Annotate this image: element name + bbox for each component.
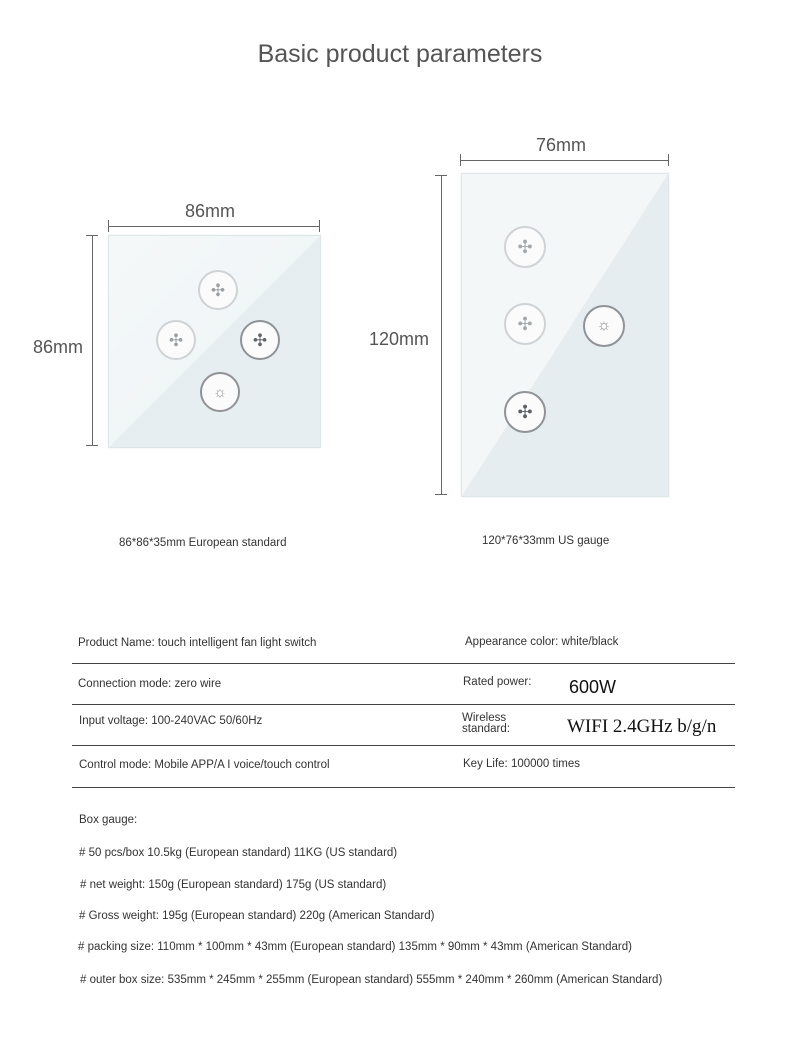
eu-caption: 86*86*35mm European standard xyxy=(119,537,287,549)
spec-input-voltage: Input voltage: 100-240VAC 50/60Hz xyxy=(79,715,263,727)
spec-wireless-label-line1: Wireless xyxy=(462,712,507,724)
us-switch-panel xyxy=(461,173,669,497)
fan-icon: ✣ xyxy=(517,237,533,257)
bulb-icon: ☼ xyxy=(596,317,612,334)
eu-fan-speed-button-top[interactable] xyxy=(198,270,238,310)
table-divider xyxy=(72,663,735,664)
spec-connection-mode: Connection mode: zero wire xyxy=(78,678,222,690)
fan-icon: ✣ xyxy=(517,402,533,422)
us-width-tick-right xyxy=(668,154,669,166)
eu-switch-panel xyxy=(108,235,321,448)
box-gauge-heading: Box gauge: xyxy=(79,814,138,826)
spec-product-name: Product Name: touch intelligent fan light switch xyxy=(78,637,317,649)
us-fan-speed-button-top[interactable] xyxy=(504,226,546,268)
table-divider xyxy=(72,787,735,788)
page-title: Basic product parameters xyxy=(257,40,543,68)
us-width-label: 76mm xyxy=(536,135,587,155)
table-divider xyxy=(72,745,735,746)
box-gauge-line: # net weight: 150g (European standard) 175g (US standard) xyxy=(80,879,387,891)
table-divider xyxy=(72,704,735,705)
eu-fan-speed-button-left[interactable] xyxy=(156,320,196,360)
spec-rated-power-label: Rated power: xyxy=(463,676,532,688)
eu-width-tick-left xyxy=(108,220,109,232)
fan-icon: ✣ xyxy=(168,330,184,350)
spec-key-life: Key Life: 100000 times xyxy=(463,758,580,770)
eu-height-tick-bottom xyxy=(86,445,98,446)
box-gauge-line: # 50 pcs/box 10.5kg (European standard) 11KG (US standard) xyxy=(79,847,398,859)
fan-icon: ✣ xyxy=(210,280,226,300)
fan-icon: ✣ xyxy=(517,314,533,334)
spec-wireless-value: WIFI 2.4GHz b/g/n xyxy=(567,716,717,737)
bulb-icon: ☼ xyxy=(213,383,227,401)
us-height-tick-top xyxy=(435,175,447,176)
eu-height-tick-top xyxy=(86,235,98,236)
eu-width-label: 86mm xyxy=(185,201,236,221)
us-height-tick-bottom xyxy=(435,494,447,495)
eu-height-label: 86mm xyxy=(33,337,84,357)
spec-rated-power-value: 600W xyxy=(569,677,617,697)
eu-height-dimension-line xyxy=(92,235,93,446)
eu-light-button[interactable] xyxy=(200,372,240,412)
us-width-dimension-line xyxy=(460,160,669,161)
box-gauge-line: # outer box size: 535mm * 245mm * 255mm (European standard) 555mm * 240mm * 260mm (American Standard) xyxy=(80,974,663,986)
us-height-dimension-line xyxy=(441,175,442,495)
spec-wireless-label-line2: standard: xyxy=(462,723,510,735)
box-gauge-line: # Gross weight: 195g (European standard) 220g (American Standard) xyxy=(79,910,435,922)
us-height-label: 120mm xyxy=(369,329,430,349)
us-width-tick-left xyxy=(460,154,461,166)
spec-appearance-color: Appearance color: white/black xyxy=(465,636,619,648)
us-fan-speed-button-middle[interactable] xyxy=(504,303,546,345)
fan-icon: ✣ xyxy=(252,330,268,350)
eu-width-dimension-line xyxy=(108,226,320,227)
eu-fan-power-button[interactable] xyxy=(240,320,280,360)
us-fan-power-button[interactable] xyxy=(504,391,546,433)
eu-width-tick-right xyxy=(319,220,320,232)
us-light-button[interactable] xyxy=(583,305,625,347)
box-gauge-line: # packing size: 110mm * 100mm * 43mm (European standard) 135mm * 90mm * 43mm (American Standard) xyxy=(78,941,632,953)
us-caption: 120*76*33mm US gauge xyxy=(482,535,610,547)
spec-control-mode: Control mode: Mobile APP/A I voice/touch control xyxy=(79,759,330,771)
